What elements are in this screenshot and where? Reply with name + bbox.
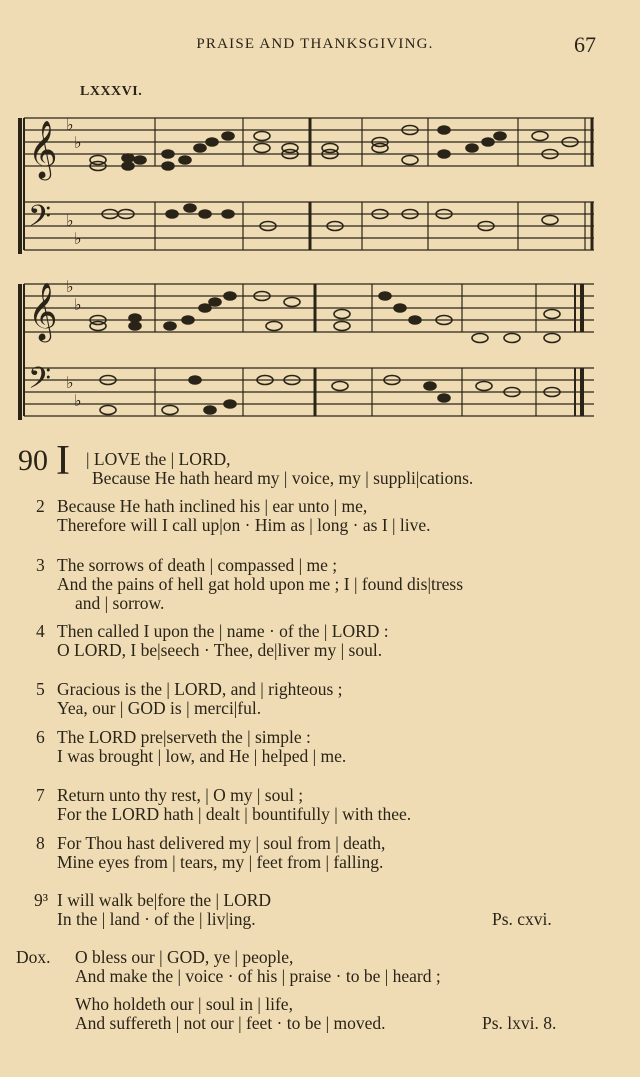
verse-number: 8 <box>36 833 45 853</box>
running-head: PRAISE AND THANKSGIVING. <box>196 36 434 52</box>
verse-line: Then called I upon the | name · of the | LORD : <box>57 621 389 641</box>
svg-text:♭: ♭ <box>74 391 82 410</box>
svg-text:♭: ♭ <box>66 115 74 134</box>
verse-number: 3 <box>36 555 45 575</box>
svg-text:♭: ♭ <box>66 277 74 296</box>
verse-line: Mine eyes from | tears, my | feet from | falling. <box>57 852 384 872</box>
doxology-line: Who holdeth our | soul in | life, <box>75 994 293 1014</box>
verse-line: In the | land · of the | liv|ing. <box>57 909 256 929</box>
doxology-line: And make the | voice · of his | praise · to be | heard ; <box>75 966 441 986</box>
page-number: 67 <box>574 32 596 57</box>
doxology-line: O bless our | GOD, ye | people, <box>75 947 294 967</box>
svg-text:♭: ♭ <box>74 133 82 152</box>
verse-number: 4 <box>36 621 45 641</box>
psalm-number: 90 <box>18 444 48 477</box>
bass-clef-icon: 𝄢 <box>28 200 52 241</box>
doxology-reference: Ps. lxvi. 8. <box>482 1013 557 1033</box>
verse-number: 9³ <box>34 890 48 910</box>
verse-line: Gracious is the | LORD, and | righteous ; <box>57 679 343 699</box>
verse-number: 7 <box>36 785 45 805</box>
doxology-label: Dox. <box>16 947 51 967</box>
score-system-2 <box>18 284 594 420</box>
verse-line: The LORD pre|serveth the | simple : <box>57 727 311 747</box>
treble-clef-icon: 𝄞 <box>28 120 58 178</box>
verse-line: For Thou hast delivered my | soul from | death, <box>57 833 386 853</box>
chant-score <box>0 0 640 430</box>
verse-number: 5 <box>36 679 45 699</box>
drop-cap: I <box>56 438 70 484</box>
svg-text:♭: ♭ <box>66 211 74 230</box>
verse-line: The sorrows of death | compassed | me ; <box>57 555 338 575</box>
verse-line: For the LORD hath | dealt | bountifully | with thee. <box>57 804 412 824</box>
notes-system-2 <box>90 292 560 415</box>
notes-system-1 <box>90 126 578 231</box>
tune-number: LXXXVI. <box>80 84 143 99</box>
verse-1-line-2: Because He hath heard my | voice, my | suppli|cations. <box>92 468 474 488</box>
verse-line: I was brought | low, and He | helped | me. <box>57 746 347 766</box>
verse-line: Yea, our | GOD is | merci|ful. <box>57 698 262 718</box>
svg-text:♭: ♭ <box>74 229 82 248</box>
verse-line: O LORD, I be|seech · Thee, de|liver my | soul. <box>57 640 383 660</box>
verse-number: 6 <box>36 727 45 747</box>
verse-line: Return unto thy rest, | O my | soul ; <box>57 785 304 805</box>
verse-line: Therefore will I call up|on · Him as | long · as I | live. <box>57 515 431 535</box>
score-system-1 <box>18 118 594 254</box>
svg-text:♭: ♭ <box>66 373 74 392</box>
psalm-reference: Ps. cxvi. <box>492 909 552 929</box>
verse-line: and | sorrow. <box>75 593 165 613</box>
verse-line: Because He hath inclined his | ear unto | me, <box>57 496 368 516</box>
verse-1-line-1: | LOVE the | LORD, <box>86 449 231 469</box>
verse-number: 2 <box>36 496 45 516</box>
doxology-line: And suffereth | not our | feet · to be | moved. <box>75 1013 386 1033</box>
treble-clef-icon: 𝄞 <box>28 282 58 340</box>
verse-line: I will walk be|fore the | LORD <box>57 890 272 910</box>
bass-clef-icon: 𝄢 <box>28 362 52 403</box>
svg-text:♭: ♭ <box>74 295 82 314</box>
verse-line: And the pains of hell gat hold upon me ; I | found dis|tress <box>57 574 464 594</box>
